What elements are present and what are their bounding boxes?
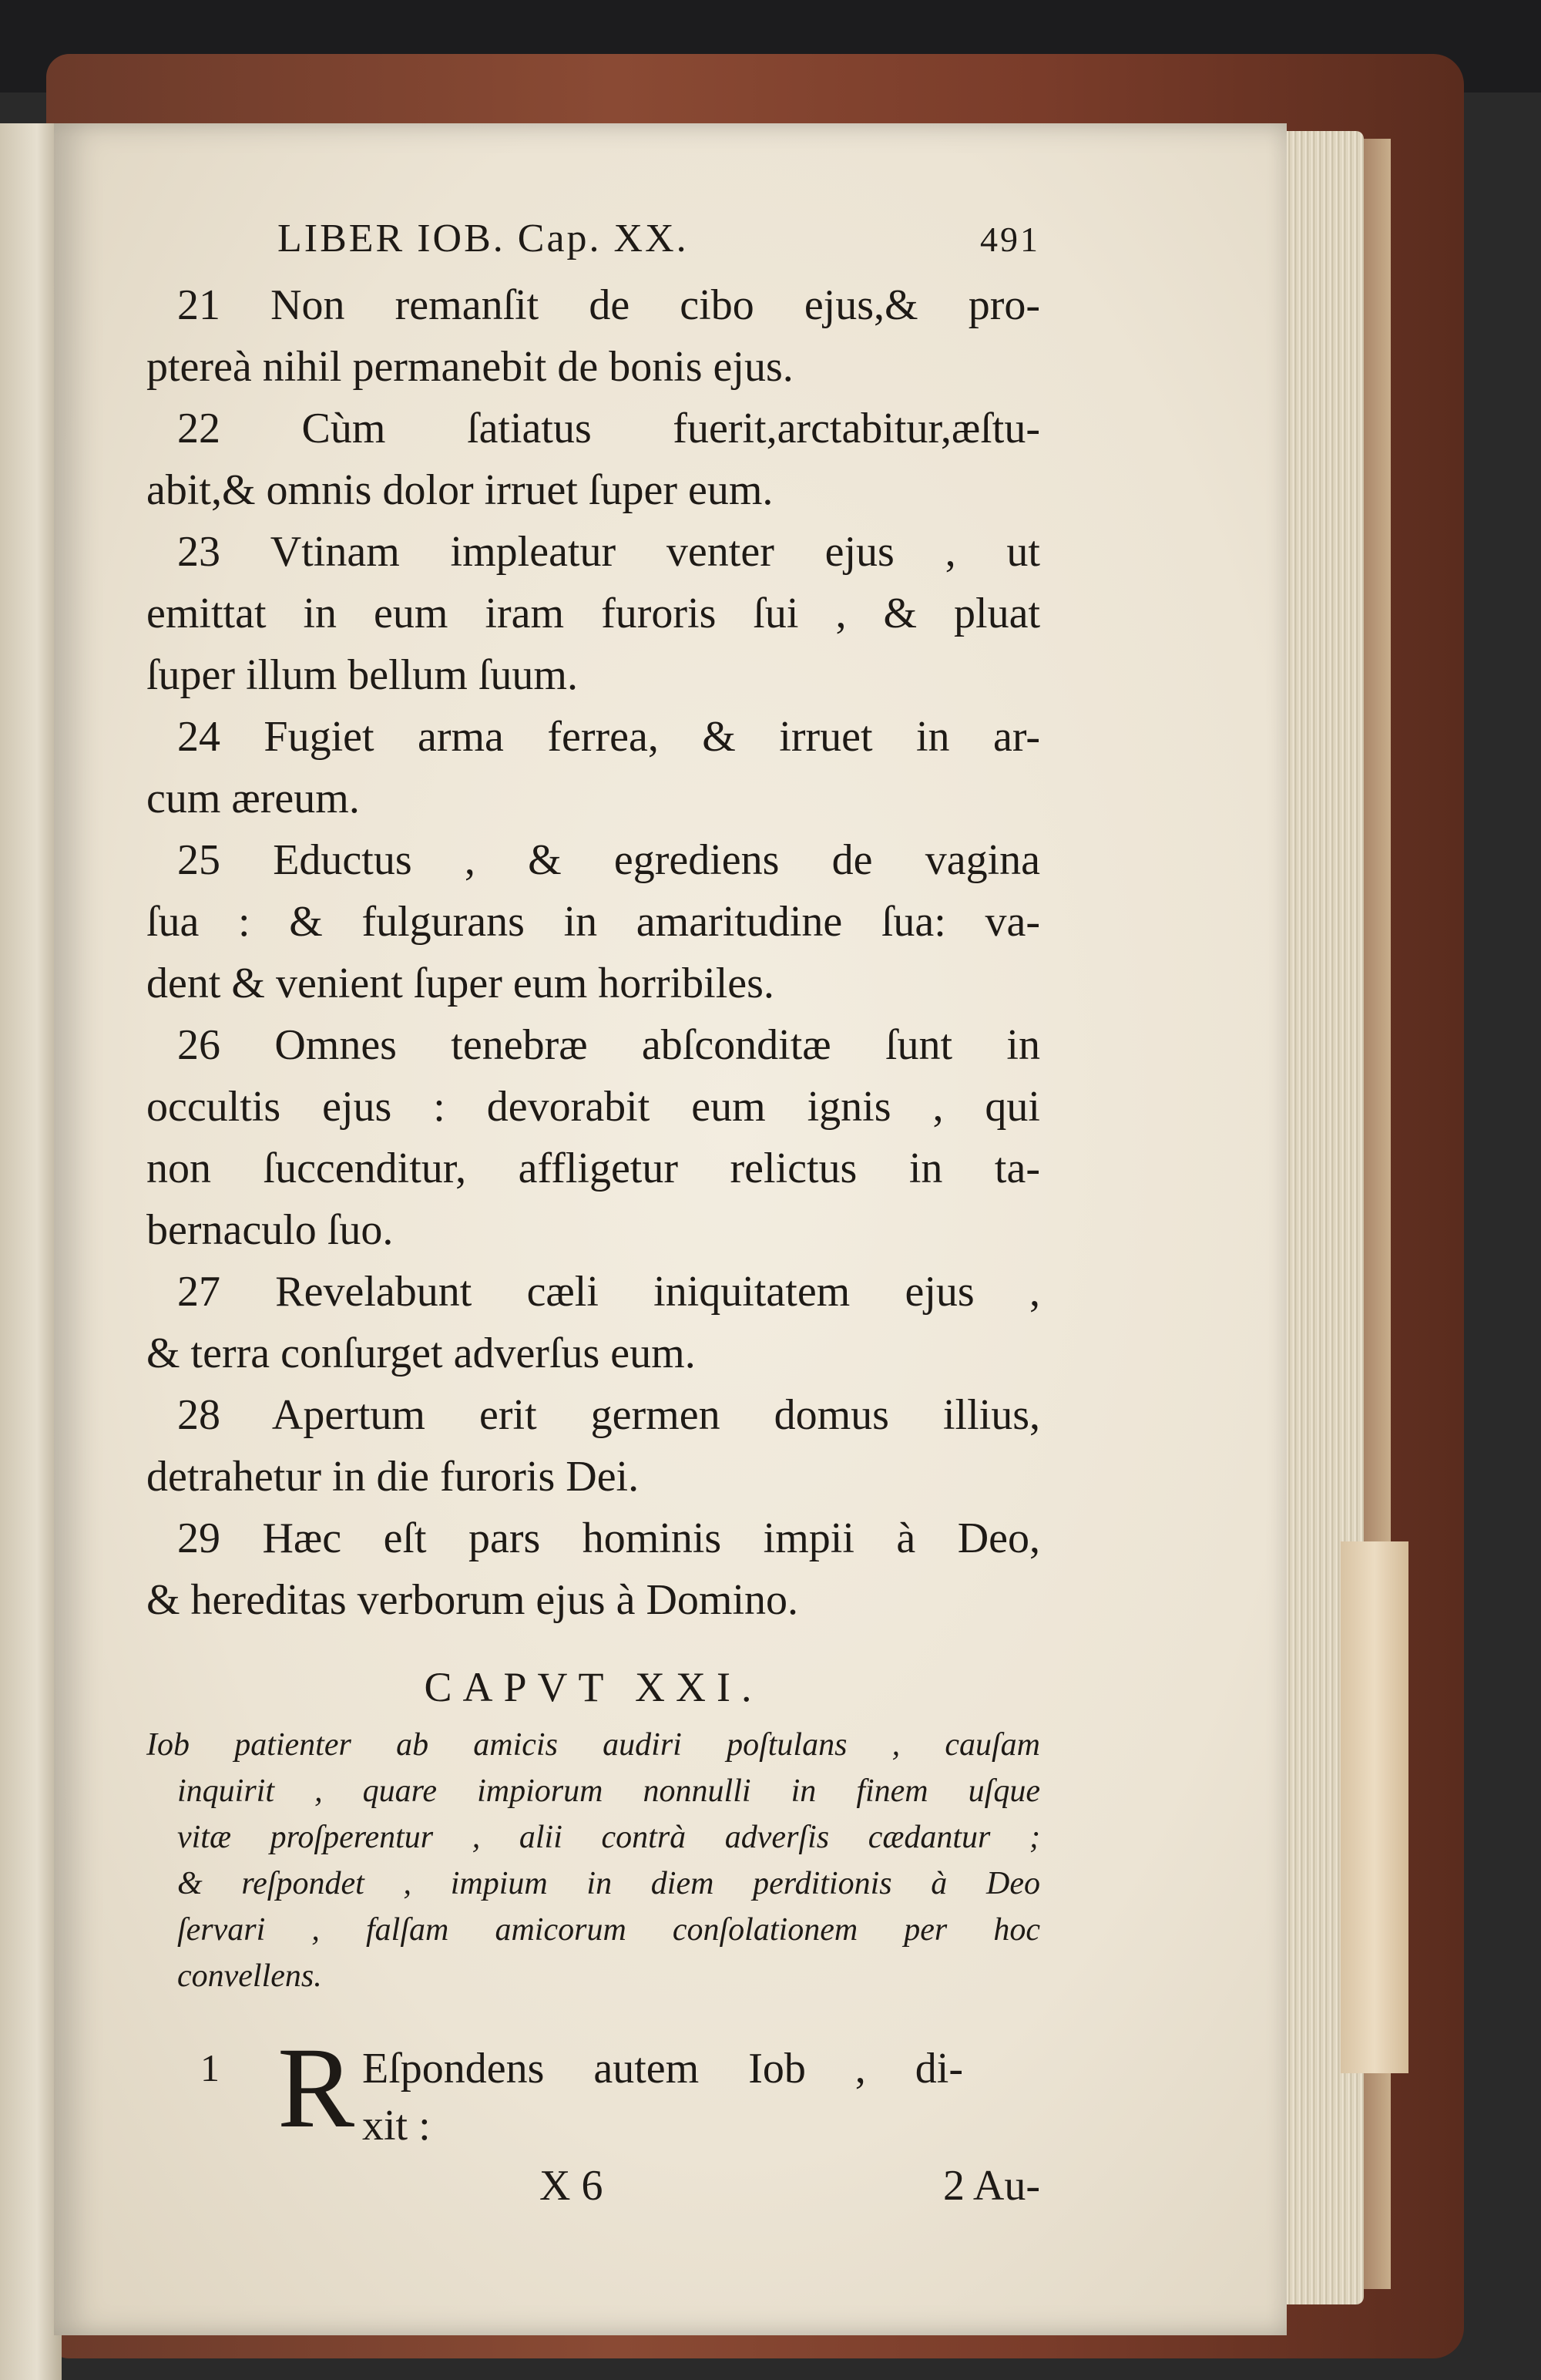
verse-line: non ſuccenditur, affligetur relictus in ta- (146, 1145, 1040, 1192)
page-footer (146, 2161, 1040, 2230)
running-title: LIBER IOB. Cap. XX. (277, 217, 689, 261)
verse-line: bernaculo ſuo. (146, 1206, 394, 1254)
verse-line: abit,& omnis dolor irruet ſuper eum. (146, 466, 774, 514)
summary-line: ſervari , falſam amicorum conſolationem per hoc (177, 1912, 1040, 1948)
verse-line: 22 Cùm ſatiatus fuerit,arctabitur,æſtu- (177, 405, 1040, 452)
summary-line: inquirit , quare impiorum nonnulli in finem uſque (177, 1773, 1040, 1809)
page-text (146, 216, 1040, 2230)
verse-line: 21 Non remanſit de cibo ejus,& pro- (177, 281, 1040, 329)
verse-line: occultis ejus : devorabit eum ignis , qui (146, 1083, 1040, 1131)
running-header (146, 216, 1040, 270)
verse-line: detrahetur in die furoris Dei. (146, 1453, 640, 1501)
left-page-edge (0, 123, 62, 2380)
catchword: 2 Au- (943, 2162, 1040, 2210)
verse-line: xit : (362, 2102, 431, 2150)
verse-line: 27 Revelabunt cæli iniquitatem ejus , (177, 1268, 1040, 1316)
summary-line: vitæ proſperentur , alii contrà adverſis cædantur ; (177, 1820, 1040, 1855)
chapter-summary (146, 1722, 1040, 1999)
verse-line: & hereditas verborum ejus à Domino. (146, 1576, 799, 1624)
verse-line: Eſpondens autem Iob , di- (362, 2045, 963, 2093)
verse-line: 25 Eductus , & egrediens de vagina (177, 836, 1040, 884)
verse-line: cum æreum. (146, 775, 360, 822)
verse-line: ptereà nihil permanebit de bonis ejus. (146, 343, 794, 391)
verse-line: ſua : & fulgurans in amaritudine ſua: va- (146, 898, 1040, 946)
drop-cap: R (277, 2024, 355, 2152)
verse-line: 24 Fugiet arma ferrea, & irruet in ar- (177, 713, 1040, 761)
chapter-heading: CAPVT XXI. (424, 1664, 763, 1710)
verse-line: 23 Vtinam impleatur venter ejus , ut (177, 528, 1040, 576)
verse-line: & terra conſurget adverſus eum. (146, 1330, 696, 1377)
bookmark-slip (1341, 1541, 1408, 2073)
verse-line: 26 Omnes tenebræ abſconditæ ſunt in (177, 1021, 1040, 1069)
verse-line: emittat in eum iram furoris ſui , & pluat (146, 590, 1040, 637)
verse-number: 1 (200, 2046, 220, 2089)
verse-line: dent & venient ſuper eum horribiles. (146, 960, 774, 1007)
summary-line: Iob patienter ab amicis audiri poſtulans , cauſam (146, 1727, 1040, 1763)
verse-line: 29 Hæc eſt pars hominis impii à Deo, (177, 1514, 1040, 1562)
page-number: 491 (980, 220, 1040, 259)
summary-line: convellens. (177, 1958, 322, 1994)
signature-mark: X 6 (539, 2162, 603, 2210)
verse-line: 28 Apertum erit germen domus illius, (177, 1391, 1040, 1439)
summary-line: & reſpondet , impium in diem perditionis à Deo (177, 1866, 1040, 1901)
verse-line: ſuper illum bellum ſuum. (146, 651, 578, 699)
book-page (54, 123, 1287, 2335)
chapter-first-verse (146, 2024, 1040, 2161)
